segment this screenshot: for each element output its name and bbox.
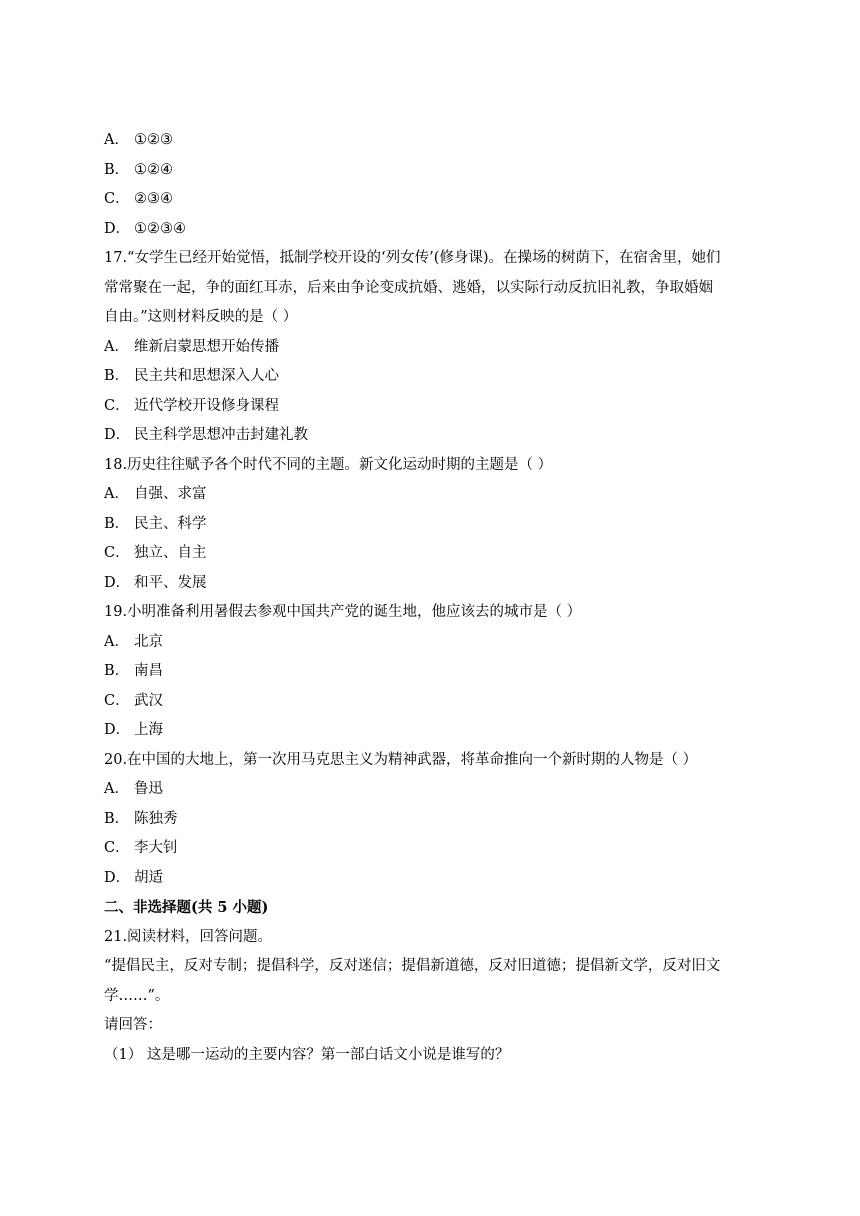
exam-page xyxy=(104,126,774,1070)
option-text: 李大钊 xyxy=(134,840,178,856)
q17-option-a xyxy=(104,333,774,363)
option-letter: B． xyxy=(104,663,130,679)
option-letter: A． xyxy=(104,633,129,650)
option-text: ①②③ xyxy=(134,132,173,148)
q20-option-c xyxy=(104,834,774,864)
option-letter: C． xyxy=(104,692,130,709)
option-letter: C． xyxy=(104,191,130,207)
q20-option-b xyxy=(104,805,774,835)
option-text: 鲁迅 xyxy=(134,781,163,797)
q17-option-b xyxy=(104,362,774,392)
option-text: ②③④ xyxy=(134,191,173,207)
option-letter: A． xyxy=(104,781,129,797)
q18-option-b xyxy=(104,510,774,540)
q19-option-d xyxy=(104,716,774,746)
q16-option-c xyxy=(104,185,774,215)
option-text: 南昌 xyxy=(134,663,163,679)
q21-sub-question-1: （1） 这是哪一运动的主要内容？第一部白话文小说是谁写的？ xyxy=(104,1046,510,1063)
option-text: 武汉 xyxy=(134,692,163,709)
q17-stem-line1: 17.“女学生已经开始觉悟，抵制学校开设的‘列女传’(修身课)。在操场的树荫下，在宿舍里，她们 xyxy=(104,250,721,266)
q16-option-b xyxy=(104,156,774,186)
option-letter: A． xyxy=(104,486,129,502)
option-letter: B． xyxy=(104,515,130,532)
q19-option-c xyxy=(104,687,774,717)
q17-option-c xyxy=(104,392,774,422)
option-text: 胡适 xyxy=(134,869,163,886)
option-text: 北京 xyxy=(134,633,163,650)
option-letter: D． xyxy=(104,220,131,237)
option-text: 上海 xyxy=(134,722,163,738)
q19-option-a xyxy=(104,628,774,658)
q18-option-a xyxy=(104,480,774,510)
option-letter: C． xyxy=(104,545,130,561)
option-text: 近代学校开设修身课程 xyxy=(134,397,279,414)
q18-option-d xyxy=(104,569,774,599)
option-letter: C． xyxy=(104,397,130,414)
option-text: 民主科学思想冲击封建礼教 xyxy=(134,427,308,443)
option-text: 民主、科学 xyxy=(134,515,207,532)
option-text: 独立、自主 xyxy=(134,545,207,561)
q18-option-c xyxy=(104,539,774,569)
option-letter: D． xyxy=(104,722,131,738)
q20-option-d xyxy=(104,864,774,894)
q21-stem: 21.阅读材料，回答问题。 xyxy=(104,928,273,945)
option-letter: B． xyxy=(104,161,130,178)
option-letter: D． xyxy=(104,427,131,443)
option-letter: B． xyxy=(104,810,130,827)
option-text: ①②③④ xyxy=(134,220,186,237)
option-letter: B． xyxy=(104,368,130,384)
q21-prompt: 请回答： xyxy=(104,1017,162,1033)
option-text: ①②④ xyxy=(134,161,173,178)
q17-stem-line3: 自由。”这则材料反映的是（ ） xyxy=(104,309,298,325)
section-heading: 二、非选择题(共 5 小题) xyxy=(104,899,269,916)
q19-stem: 19.小明准备利用暑假去参观中国共产党的诞生地，他应该去的城市是（ ） xyxy=(104,604,582,620)
q17-stem-line2: 常常聚在一起，争的面红耳赤，后来由争论变成抗婚、逃婚，以实际行动反抗旧礼教，争取婚姻 xyxy=(104,279,713,296)
q16-option-d xyxy=(104,215,774,245)
q20-stem: 20.在中国的大地上，第一次用马克思主义为精神武器，将革命推向一个新时期的人物是（ ） xyxy=(104,751,698,768)
option-text: 和平、发展 xyxy=(134,574,207,591)
option-letter: D． xyxy=(104,574,131,591)
q21-material-line1: “提倡民主，反对专制；提倡科学，反对迷信；提倡新道德，反对旧道德；提倡新文学，反对旧文 xyxy=(104,958,721,974)
q17-option-d xyxy=(104,421,774,451)
option-letter: C． xyxy=(104,840,130,856)
q16-option-a xyxy=(104,126,774,156)
option-text: 维新启蒙思想开始传播 xyxy=(134,338,279,355)
option-text: 自强、求富 xyxy=(134,486,207,502)
q19-option-b xyxy=(104,657,774,687)
option-text: 民主共和思想深入人心 xyxy=(134,368,279,384)
option-letter: D． xyxy=(104,869,131,886)
option-text: 陈独秀 xyxy=(134,810,178,827)
q21-material-line2: 学……”。 xyxy=(104,987,170,1004)
q18-stem: 18.历史往往赋予各个时代不同的主题。新文化运动时期的主题是（ ） xyxy=(104,456,553,473)
q20-option-a xyxy=(104,775,774,805)
option-letter: A． xyxy=(104,132,129,148)
option-letter: A． xyxy=(104,338,129,355)
